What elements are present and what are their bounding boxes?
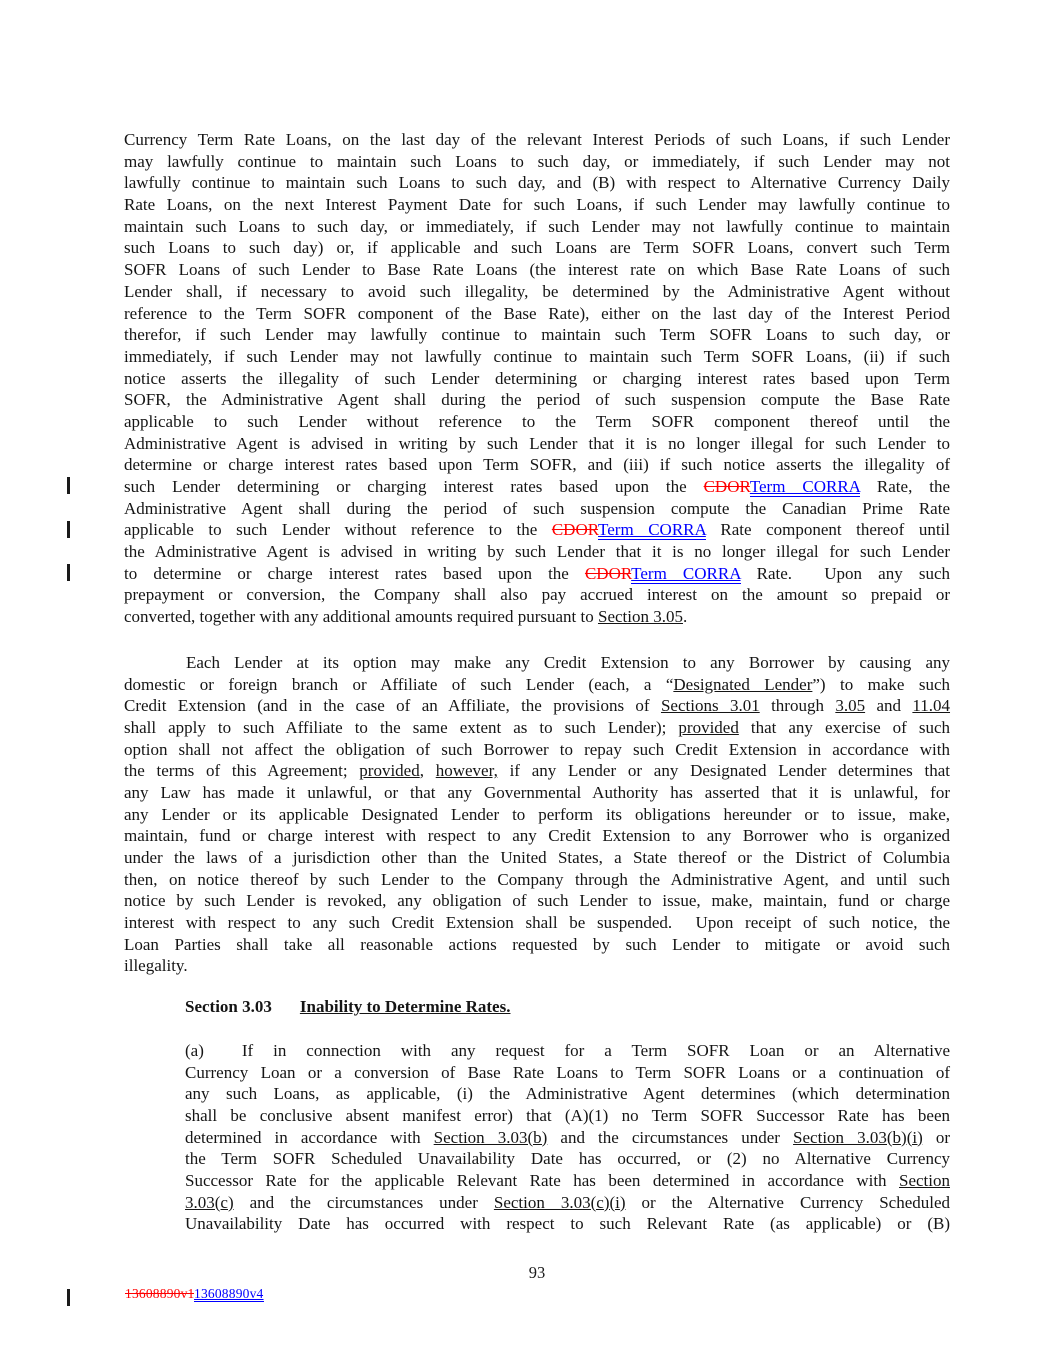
text-segment: and the circumstances under (233, 1192, 494, 1212)
text-segment: and (865, 696, 913, 716)
text-segment: SOFR, the Administrative Agent shall during the period of such suspension compute the Base Rate (124, 390, 950, 410)
text-line (124, 584, 950, 606)
text-line (124, 934, 950, 956)
text-line (124, 368, 950, 390)
cross-reference: Section 3.03(b) (433, 1127, 548, 1147)
text-segment: Lender shall, if necessary to avoid such illegality, be determined by the Administrative Agent without (124, 281, 950, 301)
text-line (124, 411, 950, 433)
text-line (124, 890, 950, 912)
text-line (124, 912, 950, 934)
text-segment: if any Lender or any Designated Lender determines that (497, 761, 950, 781)
text-line (124, 281, 950, 303)
document-body (124, 129, 950, 1235)
text-segment: and the circumstances under (547, 1127, 794, 1147)
text-segment: Each Lender at its option may make any Credit Extension to any Borrower by causing any (186, 652, 950, 672)
text-segment: Rate component thereof until (705, 520, 950, 540)
cross-reference: Designated Lender (673, 674, 813, 694)
cross-reference: Section 3.03(b)(i) (793, 1127, 923, 1147)
text-segment: shall apply to such Affiliate to the same extent as to such Lender); (124, 717, 679, 737)
text-line (124, 433, 950, 455)
text-line (124, 847, 950, 869)
text-segment: maintain, fund or charge interest with respect to any Credit Extension to any Borrower who is organized (124, 826, 950, 846)
text-line (124, 695, 950, 717)
change-bar (67, 521, 70, 538)
paragraph-3-03-a (185, 1040, 950, 1235)
text-segment: Loan Parties shall take all reasonable actions requested by such Lender to mitigate or avoid such (124, 934, 950, 954)
change-bar (67, 1289, 70, 1306)
text-segment: that any exercise of such (738, 717, 950, 737)
text-segment: Administrative Agent is advised in writing by such Lender that it is no longer illegal for such Lender to (124, 433, 950, 453)
text-segment: Currency Loan or a conversion of Base Rate Loans to Term SOFR Loans or a continuation of (185, 1062, 950, 1082)
text-segment: then, on notice thereof by such Lender to the Company through the Administrative Agent, and until such (124, 869, 950, 889)
text-segment: ”) to make such (812, 674, 950, 694)
text-segment: notice by such Lender is revoked, any obligation of such Lender to issue, make, maintain, fund or charge (124, 891, 950, 911)
text-line (124, 782, 950, 804)
text-segment: (a) (185, 1040, 204, 1060)
text-segment: may lawfully continue to maintain such Loans to such day, or immediately, if such Lender may not (124, 151, 950, 171)
text-line (124, 303, 950, 325)
text-line (124, 498, 950, 520)
text-line (124, 606, 950, 628)
text-segment: such Loans to such day) or, if applicable and such Loans are Term SOFR Loans, convert such Term (124, 238, 950, 258)
text-line (124, 129, 950, 151)
text-line (124, 717, 950, 739)
text-line (124, 563, 950, 585)
text-line (124, 825, 950, 847)
cross-reference: Section 3.05 (597, 607, 683, 627)
inserted-text: Term CORRA (631, 563, 741, 583)
text-segment: Successor Rate for the applicable Relevant Rate has been determined in accordance with (185, 1170, 899, 1190)
text-segment: Administrative Agent shall during the period of such suspension compute the Canadian Prime Rate (124, 498, 950, 518)
text-segment: Currency Term Rate Loans, on the last day of the relevant Interest Periods of such Loans, if such Lender (124, 130, 950, 149)
text-line (124, 674, 950, 696)
text-segment: such Lender determining or charging interest rates based upon the (124, 477, 704, 496)
text-segment: any such Loans, as applicable, (i) the Administrative Agent determines (which determination (185, 1084, 950, 1104)
text-segment: If in connection with any request for a Term SOFR Loan or an Alternative (241, 1040, 950, 1060)
text-line (124, 519, 950, 541)
text-segment: or (922, 1127, 950, 1147)
inserted-text: Term CORRA (598, 520, 706, 540)
text-segment: interest with respect to any such Credit Extension shall be suspended. Upon receipt of such notice, the (124, 913, 950, 933)
cross-reference: provided (678, 717, 739, 737)
footer-doc-id-inserted: 13608890v4 (194, 1286, 264, 1301)
cross-reference: 11.04 (912, 696, 951, 716)
text-line (124, 454, 950, 476)
text-line (185, 996, 950, 1018)
cross-reference: 3.03(c) (185, 1192, 234, 1212)
footer-doc-id (125, 1286, 264, 1302)
text-segment: maintain such Loans to such day, or immediately, if such Lender may not lawfully continue to maintain (124, 216, 950, 236)
text-line (124, 237, 950, 259)
text-line (124, 739, 950, 761)
text-line (185, 1083, 950, 1105)
text-line (124, 259, 950, 281)
text-line (124, 324, 950, 346)
text-line (124, 346, 950, 368)
text-segment: , (419, 761, 436, 781)
text-segment: SOFR Loans of such Lender to Base Rate Loans (the interest rate on which Base Rate Loans of such (124, 260, 950, 280)
text-segment: Rate Loans, on the next Interest Payment Date for such Loans, if such Lender may lawfully continue to (124, 195, 950, 215)
text-line (124, 216, 950, 238)
text-segment: determine or charge interest rates based upon Term SOFR, and (iii) if such notice asserts the illegality of (124, 455, 950, 475)
cross-reference: Sections 3.01 (660, 696, 760, 716)
text-line (185, 1040, 950, 1062)
text-line (124, 652, 950, 674)
text-segment: immediately, if such Lender may not lawfully continue to maintain such Term SOFR Loans, (ii) if such (124, 346, 950, 366)
deleted-text: CDOR (584, 563, 632, 583)
deleted-text: CDOR (551, 520, 599, 540)
text-line (185, 1127, 950, 1149)
cross-reference: provided (359, 761, 420, 781)
text-line (124, 172, 950, 194)
section-3-03-heading (185, 996, 950, 1018)
heading-text: Section 3.03 (185, 997, 272, 1017)
paragraph-designated-lender (124, 652, 950, 977)
cross-reference: Section (899, 1170, 950, 1190)
paragraph-illegality-continuation (124, 129, 950, 628)
text-segment: domestic or foreign branch or Affiliate of such Lender (each, a “ (124, 674, 674, 694)
text-segment: Rate, the (860, 477, 951, 496)
text-line (185, 1062, 950, 1084)
inserted-text: Term CORRA (749, 477, 860, 496)
text-segment: to determine or charge interest rates based upon the (124, 563, 585, 583)
text-line (185, 1170, 950, 1192)
text-line (124, 955, 950, 977)
text-segment: . (682, 607, 688, 627)
footer-doc-id-deleted: 13608890v1 (125, 1286, 194, 1301)
page-number: 93 (528, 1263, 546, 1282)
text-segment: Credit Extension (and in the case of an Affiliate, the provisions of (124, 696, 661, 716)
text-line (185, 1213, 950, 1235)
text-segment: prepayment or conversion, the Company shall also pay accrued interest on the amount so prepaid or (124, 585, 950, 605)
text-segment: illegality. (124, 956, 188, 976)
text-segment: or the Alternative Currency Scheduled (625, 1192, 951, 1212)
text-segment: option shall not affect the obligation of such Borrower to repay such Credit Extension in accordance with (124, 739, 950, 759)
change-bar (67, 564, 70, 581)
text-segment: determined in accordance with (185, 1127, 434, 1147)
text-segment: applicable to such Lender without reference to the (124, 520, 552, 540)
text-segment: any Law has made it unlawful, or that any Governmental Authority has asserted that it is unlawful, for (124, 782, 950, 802)
cross-reference: 3.05 (835, 696, 866, 716)
text-segment: the Term SOFR Scheduled Unavailability Date has occurred, or (2) no Alternative Currency (185, 1149, 950, 1169)
text-line (124, 541, 950, 563)
text-line (124, 194, 950, 216)
text-line (185, 1148, 950, 1170)
heading-text: Inability to Determine Rates. (299, 997, 511, 1017)
text-segment: Rate. Upon any such (740, 563, 950, 583)
text-line (124, 869, 950, 891)
text-segment: therefor, if such Lender may lawfully continue to maintain such Term SOFR Loans to such day, or (124, 325, 950, 345)
text-segment: through (759, 696, 836, 716)
text-segment: Unavailability Date has occurred with respect to such Relevant Rate (as applicable) or (B) (185, 1214, 950, 1234)
text-line (185, 1105, 950, 1127)
text-segment: the Administrative Agent is advised in writing by such Lender that it is no longer illegal for such Lender (124, 542, 950, 562)
change-bar (67, 477, 70, 494)
cross-reference: Section 3.03(c)(i) (493, 1192, 626, 1212)
text-segment: notice asserts the illegality of such Lender determining or charging interest rates based upon Term (124, 368, 950, 388)
deleted-text: CDOR (703, 477, 750, 496)
text-segment: any Lender or its applicable Designated Lender to perform its obligations hereunder or to issue, make, (124, 804, 950, 824)
text-line (124, 151, 950, 173)
text-segment: converted, together with any additional amounts required pursuant to (124, 607, 598, 627)
text-line (124, 804, 950, 826)
text-segment: under the laws of a jurisdiction other than the United States, a State thereof or the District of Columbia (124, 848, 950, 867)
text-line (185, 1192, 950, 1214)
cross-reference: however, (435, 761, 498, 781)
text-segment: reference to the Term SOFR component of the Base Rate), either on the last day of the Interest Period (124, 303, 950, 323)
text-line (124, 389, 950, 411)
text-line (124, 476, 950, 498)
text-segment: applicable to such Lender without reference to the Term SOFR component thereof until the (124, 411, 950, 431)
text-line (124, 760, 950, 782)
text-segment: the terms of this Agreement; (124, 761, 360, 781)
text-segment: shall be conclusive absent manifest error) that (A)(1) no Term SOFR Successor Rate has been (185, 1105, 950, 1125)
text-segment: lawfully continue to maintain such Loans to such day, and (B) with respect to Alternative Currency Daily (124, 173, 950, 193)
